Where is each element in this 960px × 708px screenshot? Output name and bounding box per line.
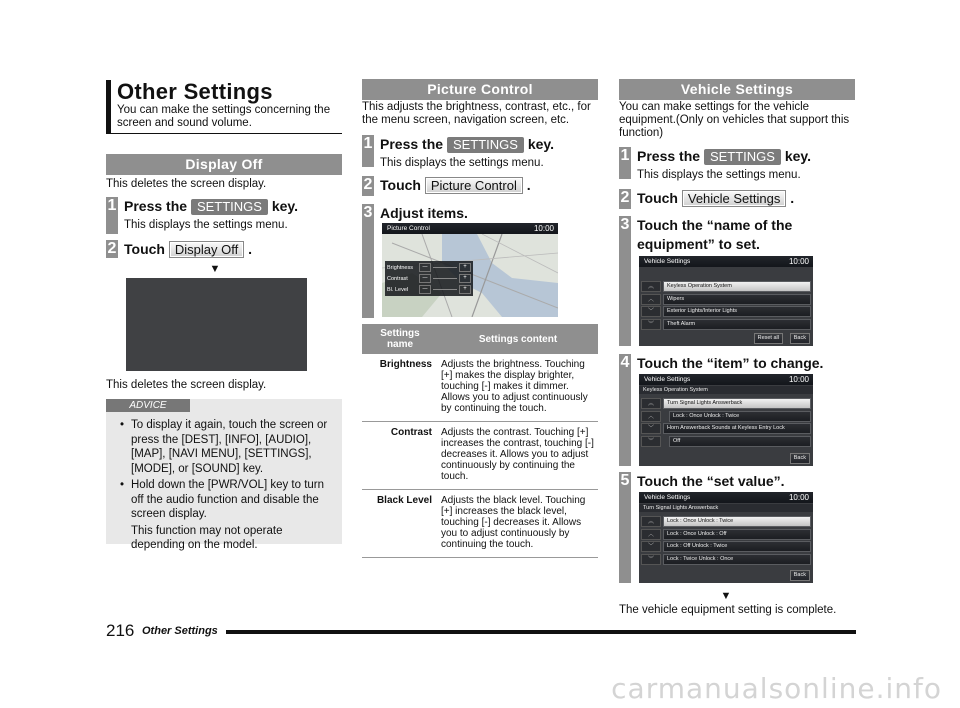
advice-item: • To display it again, touch the screen or press the [DEST], [INFO], [AUDIO], [MAP], [NAVI MENU], [SETTINGS], [MODE], or [SOUND] key. [120, 418, 332, 476]
minus-button: — [419, 263, 431, 272]
step-text: . [790, 190, 795, 206]
step-text: . [248, 241, 252, 257]
scroll-down-icon: ﹀ [641, 423, 661, 434]
step-number: 3 [619, 216, 631, 346]
picture-control-button: Picture Control [425, 177, 523, 194]
table-header: Settings name [362, 324, 438, 354]
advice-list [120, 418, 332, 553]
down-arrow-icon: ▼ [209, 263, 221, 275]
step-text: key. [271, 198, 299, 214]
step-2 [106, 240, 342, 258]
equipment-item: Theft Alarm [663, 319, 811, 330]
step-3 [619, 216, 855, 254]
value-list [641, 516, 811, 566]
value-item: Lock : Off Unlock : Twice [663, 541, 811, 552]
step-title: Touch the “item” to change. [637, 355, 824, 371]
section-header-picture-control: Picture Control [362, 79, 598, 100]
value-select-screen [639, 492, 813, 583]
list-item [641, 541, 811, 552]
setting-content: Adjusts the black level. Touching [+] increases the black level, touching [-] decreases it. Allows you to adjust continuously by continuing the touch. [438, 490, 598, 558]
picture-control-screen [382, 223, 558, 317]
list-item [641, 281, 811, 292]
advice-tag: ADVICE [106, 399, 190, 412]
step-number: 4 [619, 354, 631, 466]
step-text: key. [527, 136, 555, 152]
scroll-down-icon: ﹀ [641, 541, 661, 552]
setting-content: Adjusts the contrast. Touching [+] increases the contrast, touching [-] decreases it. Allows you to adjust continuously by continuing the touch. [438, 422, 598, 490]
equipment-list [641, 281, 811, 331]
adjust-label: Brightness [387, 264, 413, 271]
step-text: Press the [124, 198, 188, 214]
plus-button: + [459, 285, 471, 294]
back-button: Back [790, 333, 810, 344]
step-text: key. [784, 148, 812, 164]
step-number: 1 [362, 135, 374, 167]
list-item [641, 319, 811, 330]
step-title: Touch the “name of the equipment” to set. [637, 217, 793, 252]
result-text: This deletes the screen display. [106, 379, 267, 391]
title-block [106, 80, 342, 134]
intro-text: You can make the settings concerning the screen and sound volume. [117, 104, 331, 129]
adjust-row-brightness [387, 263, 471, 272]
vehicle-settings-screen [639, 256, 813, 346]
value-item: Lock : Once Unlock : Off [663, 529, 811, 540]
step-text: . [526, 177, 531, 193]
back-button: Back [790, 453, 810, 464]
screen-clock: 10:00 [788, 375, 809, 384]
step-number: 2 [362, 176, 374, 196]
level-track [433, 278, 457, 279]
table-row [362, 422, 598, 490]
step-number: 3 [362, 204, 374, 318]
setting-value: Lock : Once Unlock : Twice [669, 411, 811, 422]
step-number: 1 [106, 197, 118, 234]
settings-table-wrap [362, 324, 598, 558]
step-1 [619, 147, 855, 182]
step-title: Adjust items. [380, 205, 468, 221]
vehicle-settings-button: Vehicle Settings [682, 190, 787, 207]
list-item [641, 306, 811, 317]
setting-item: Turn Signal Lights Answerback [663, 398, 811, 409]
item-list [641, 398, 811, 448]
blank-screen-image [126, 278, 307, 371]
step-number: 2 [107, 240, 117, 257]
scroll-bottom-icon: ︾ [641, 319, 661, 330]
scroll-up-icon: ︿ [641, 411, 661, 422]
page-number: 216 [106, 621, 135, 640]
table-row [362, 354, 598, 422]
adjust-panel [385, 261, 473, 296]
setting-name: Black Level [362, 490, 438, 558]
adjust-row-black-level [387, 285, 471, 294]
back-button: Back [790, 570, 810, 581]
advice-item: • Hold down the [PWR/VOL] key to turn off the audio function and disable the screen display. [120, 478, 332, 522]
step-subtext: This displays the settings menu. [637, 169, 801, 181]
setting-content: Adjusts the brightness. Touching [+] makes the display brighter, touching [-] makes it dimmer. Allows you to adjust continuously by continuing the touch. [438, 354, 598, 422]
footer-title: Other Settings [142, 625, 218, 637]
section-header-display-off: Display Off [106, 154, 342, 175]
item-select-screen [639, 374, 813, 466]
screen-subtitle: Turn Signal Lights Answerback [639, 504, 813, 512]
advice-note: This function may not operate depending on the model. [131, 524, 283, 551]
section-description: This deletes the screen display. [106, 178, 267, 190]
table-row [362, 490, 598, 558]
list-item [641, 294, 811, 305]
step-number: 5 [619, 472, 631, 583]
settings-key: SETTINGS [704, 149, 781, 165]
screen-title: Vehicle Settings 10:00 [639, 374, 813, 385]
title-bar-accent [106, 80, 111, 134]
title-underline [106, 133, 342, 134]
level-track [433, 267, 457, 268]
scroll-top-icon: ︽ [641, 281, 661, 292]
result-text: The vehicle equipment setting is complete. [619, 604, 837, 616]
step-text: Touch [124, 241, 165, 257]
scroll-up-icon: ︿ [641, 294, 661, 305]
screen-title: Vehicle Settings 10:00 [639, 256, 813, 267]
list-item [641, 423, 811, 434]
step-number: 2 [619, 189, 631, 209]
equipment-item: Exterior Lights/Interior Lights [663, 306, 811, 317]
plus-button: + [459, 274, 471, 283]
footer-rule [226, 630, 856, 634]
scroll-up-icon: ︿ [641, 529, 661, 540]
scroll-down-icon: ﹀ [641, 306, 661, 317]
display-off-button: Display Off [169, 241, 244, 258]
section-description: This adjusts the brightness, contrast, etc., for the menu screen, navigation screen, etc. [362, 101, 591, 126]
step-3 [362, 204, 598, 222]
step-text: Touch [380, 177, 421, 193]
watermark: carmanualsonline.info [611, 672, 942, 705]
value-item: Lock : Once Unlock : Twice [663, 516, 811, 527]
setting-name: Brightness [362, 354, 438, 422]
screen-clock: 10:00 [788, 257, 809, 266]
reset-all-button: Reset all [754, 333, 783, 344]
step-2 [619, 189, 855, 207]
step-subtext: This displays the settings menu. [380, 157, 544, 169]
scroll-bottom-icon: ︾ [641, 554, 661, 565]
screen-title: Picture Control 10:00 [382, 223, 558, 234]
settings-key: SETTINGS [191, 199, 268, 215]
list-item [641, 529, 811, 540]
setting-name: Contrast [362, 422, 438, 490]
list-item [641, 398, 811, 409]
adjust-label: Bl. Level [387, 286, 409, 293]
section-description: You can make settings for the vehicle equipment.(Only on vehicles that support this function) [619, 101, 850, 139]
step-number: 1 [619, 147, 631, 179]
plus-button: + [459, 263, 471, 272]
down-arrow-icon: ▼ [720, 590, 732, 602]
minus-button: — [419, 274, 431, 283]
setting-value: Off [669, 436, 811, 447]
step-1 [106, 197, 342, 232]
level-track [433, 289, 457, 290]
list-item [641, 554, 811, 565]
scroll-top-icon: ︽ [641, 398, 661, 409]
settings-key: SETTINGS [447, 137, 524, 153]
minus-button: — [419, 285, 431, 294]
step-1 [362, 135, 598, 170]
step-text: Press the [380, 136, 444, 152]
list-item [641, 411, 811, 422]
section-header-vehicle-settings: Vehicle Settings [619, 79, 855, 100]
equipment-item: Wipers [663, 294, 811, 305]
step-4 [619, 354, 855, 372]
step-text: Touch [637, 190, 678, 206]
advice-box [106, 399, 342, 551]
step-5 [619, 472, 855, 490]
list-item [641, 516, 811, 527]
screen-clock: 10:00 [533, 224, 554, 233]
screen-subtitle: Keyless Operation System [639, 386, 813, 394]
list-item [641, 436, 811, 447]
equipment-item: Keyless Operation System [663, 281, 811, 292]
scroll-top-icon: ︽ [641, 516, 661, 527]
screen-title: Vehicle Settings 10:00 [639, 492, 813, 503]
adjust-label: Contrast [387, 275, 408, 282]
settings-table [362, 324, 598, 558]
value-item: Lock : Twice Unlock : Once [663, 554, 811, 565]
table-header: Settings content [438, 324, 598, 354]
step-subtext: This displays the settings menu. [124, 219, 288, 231]
setting-item: Horn Answerback Sounds at Keyless Entry Lock [663, 423, 811, 434]
page-footer [106, 620, 856, 642]
screen-clock: 10:00 [788, 493, 809, 502]
scroll-bottom-icon: ︾ [641, 436, 661, 447]
page-title: Other Settings [117, 79, 273, 104]
step-title: Touch the “set value”. [637, 473, 785, 489]
adjust-row-contrast [387, 274, 471, 283]
step-text: Press the [637, 148, 701, 164]
table-header-row [362, 324, 598, 354]
step-2 [362, 176, 598, 194]
